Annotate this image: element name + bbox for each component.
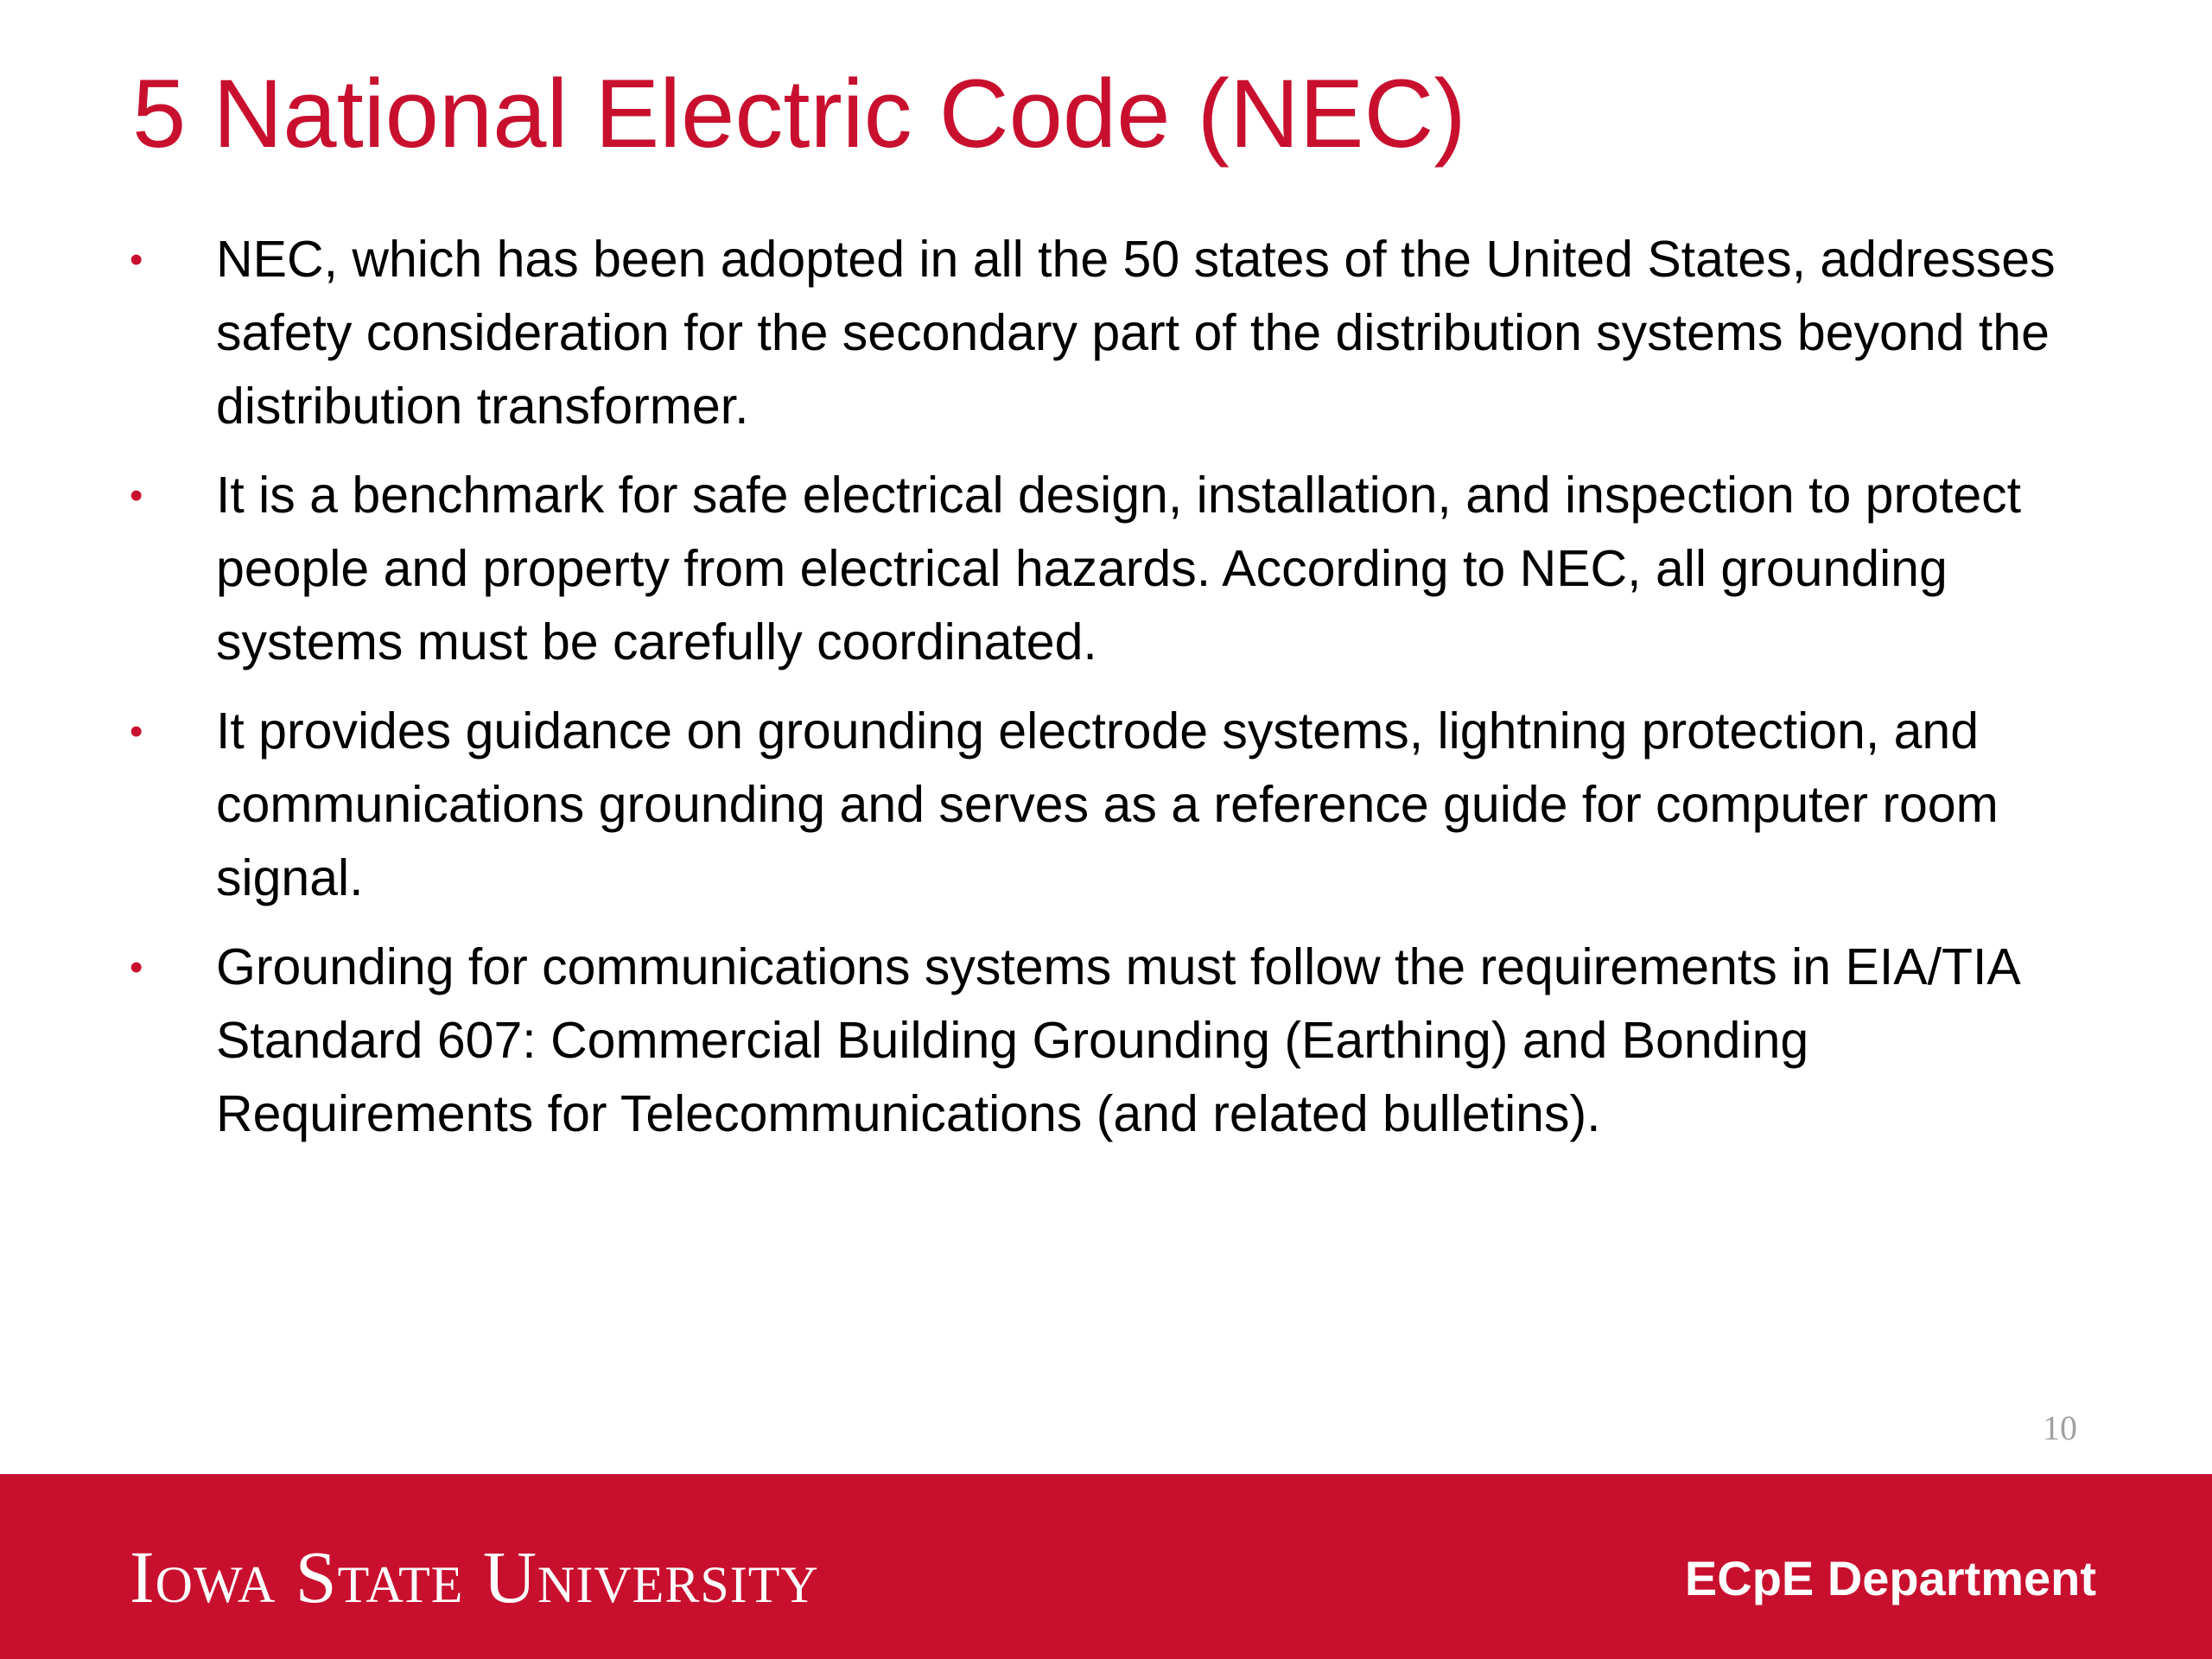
page-number: 10 bbox=[2043, 1408, 2077, 1447]
bullet-item bbox=[130, 459, 2100, 679]
bullet-text: Grounding for communications systems must follow the requirements in EIA/TIA Standard 607: Commercial Building Grounding (Earthing) and Bonding Requirements for Telecommunications (and related bulletins). bbox=[216, 938, 2018, 1142]
bullet-marker: • bbox=[130, 710, 143, 753]
department-label: ECpE Department bbox=[1684, 1551, 2096, 1605]
bullet-item bbox=[130, 931, 2100, 1151]
bullet-marker: • bbox=[130, 474, 143, 517]
bullet-marker: • bbox=[130, 946, 143, 988]
bullet-text: It is a benchmark for safe electrical design, installation, and inspection to protect people and property from electrical hazards. According to NEC, all grounding systems must be carefully coordinated. bbox=[216, 467, 2022, 671]
bullet-marker: • bbox=[130, 238, 143, 281]
slide-title: 5 National Electric Code (NEC) bbox=[132, 60, 1466, 168]
bullet-item bbox=[130, 695, 2100, 915]
bullet-text: It provides guidance on grounding electrode systems, lightning protection, and communications grounding and serves as a reference guide for computer room signal. bbox=[216, 702, 1999, 906]
bullet-item bbox=[130, 223, 2100, 443]
university-logo: Iowa State University bbox=[130, 1535, 819, 1618]
footer-band bbox=[0, 1474, 2212, 1659]
bullet-text: NEC, which has been adopted in all the 50 states of the United States, addresses safety consideration for the secondary part of the distribution systems beyond the distribution transformer. bbox=[216, 231, 2056, 435]
bullet-list bbox=[130, 223, 2100, 1166]
